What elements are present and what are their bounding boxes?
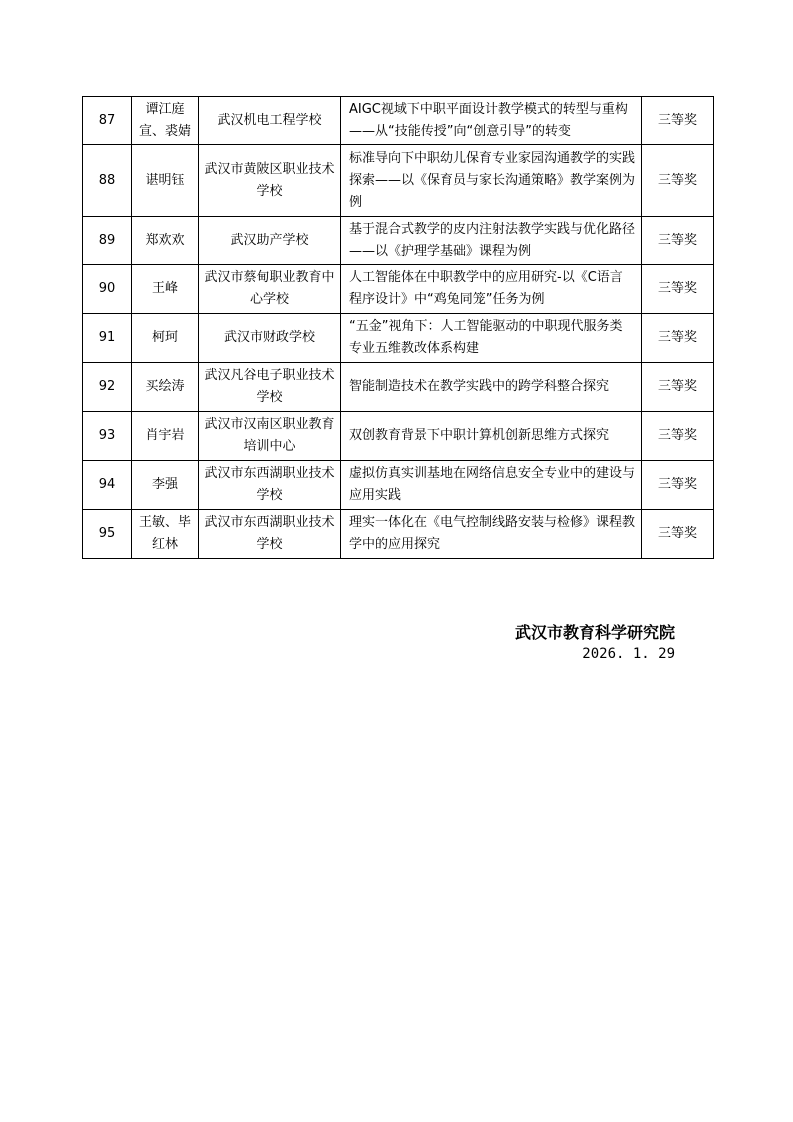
award-level: 三等奖 — [642, 510, 714, 559]
table-row — [83, 461, 714, 510]
row-number: 88 — [83, 145, 132, 217]
award-level: 三等奖 — [642, 412, 714, 461]
paper-topic: AIGC视域下中职平面设计教学模式的转型与重构——从“技能传授”向“创意引导”的转变 — [341, 97, 642, 145]
school-name: 武汉助产学校 — [199, 217, 341, 265]
row-number: 87 — [83, 97, 132, 145]
table-row — [83, 412, 714, 461]
paper-topic: “五金”视角下：人工智能驱动的中职现代服务类专业五维教改体系构建 — [341, 314, 642, 363]
issue-date: 2026. 1. 29 — [582, 646, 675, 662]
school-name: 武汉市黄陂区职业技术学校 — [199, 145, 341, 217]
school-name: 武汉市东西湖职业技术学校 — [199, 510, 341, 559]
table-row — [83, 217, 714, 265]
author-name: 肖宇岩 — [132, 412, 199, 461]
paper-topic: 虚拟仿真实训基地在网络信息安全专业中的建设与应用实践 — [341, 461, 642, 510]
school-name: 武汉机电工程学校 — [199, 97, 341, 145]
award-level: 三等奖 — [642, 461, 714, 510]
table-row — [83, 97, 714, 145]
issuing-organization: 武汉市教育科学研究院 — [514, 623, 675, 642]
paper-topic: 基于混合式教学的皮内注射法教学实践与优化路径——以《护理学基础》课程为例 — [341, 217, 642, 265]
author-name: 谭江庭宣、裘婧 — [132, 97, 199, 145]
author-name: 谌明钰 — [132, 145, 199, 217]
author-name: 王敏、毕红林 — [132, 510, 199, 559]
school-name: 武汉市蔡甸职业教育中心学校 — [199, 265, 341, 314]
award-level: 三等奖 — [642, 145, 714, 217]
row-number: 90 — [83, 265, 132, 314]
award-level: 三等奖 — [642, 217, 714, 265]
paper-topic: 标准导向下中职幼儿保育专业家园沟通教学的实践探索——以《保育员与家长沟通策略》教学案例为例 — [341, 145, 642, 217]
school-name: 武汉市财政学校 — [199, 314, 341, 363]
table-row — [83, 510, 714, 559]
paper-topic: 理实一体化在《电气控制线路安装与检修》课程教学中的应用探究 — [341, 510, 642, 559]
award-level: 三等奖 — [642, 363, 714, 412]
school-name: 武汉市汉南区职业教育培训中心 — [199, 412, 341, 461]
author-name: 买绘涛 — [132, 363, 199, 412]
table-row — [83, 314, 714, 363]
paper-topic: 智能制造技术在教学实践中的跨学科整合探究 — [341, 363, 642, 412]
school-name: 武汉凡谷电子职业技术学校 — [199, 363, 341, 412]
paper-topic: 人工智能体在中职教学中的应用研究-以《C语言程序设计》中“鸡兔同笼”任务为例 — [341, 265, 642, 314]
author-name: 郑欢欢 — [132, 217, 199, 265]
table-row — [83, 265, 714, 314]
author-name: 柯珂 — [132, 314, 199, 363]
author-name: 李强 — [132, 461, 199, 510]
row-number: 93 — [83, 412, 132, 461]
row-number: 92 — [83, 363, 132, 412]
table-row — [83, 363, 714, 412]
table-row — [83, 145, 714, 217]
row-number: 89 — [83, 217, 132, 265]
award-level: 三等奖 — [642, 97, 714, 145]
paper-topic: 双创教育背景下中职计算机创新思维方式探究 — [341, 412, 642, 461]
row-number: 95 — [83, 510, 132, 559]
school-name: 武汉市东西湖职业技术学校 — [199, 461, 341, 510]
awards-table — [82, 96, 714, 559]
author-name: 王峰 — [132, 265, 199, 314]
award-level: 三等奖 — [642, 265, 714, 314]
award-level: 三等奖 — [642, 314, 714, 363]
row-number: 91 — [83, 314, 132, 363]
row-number: 94 — [83, 461, 132, 510]
